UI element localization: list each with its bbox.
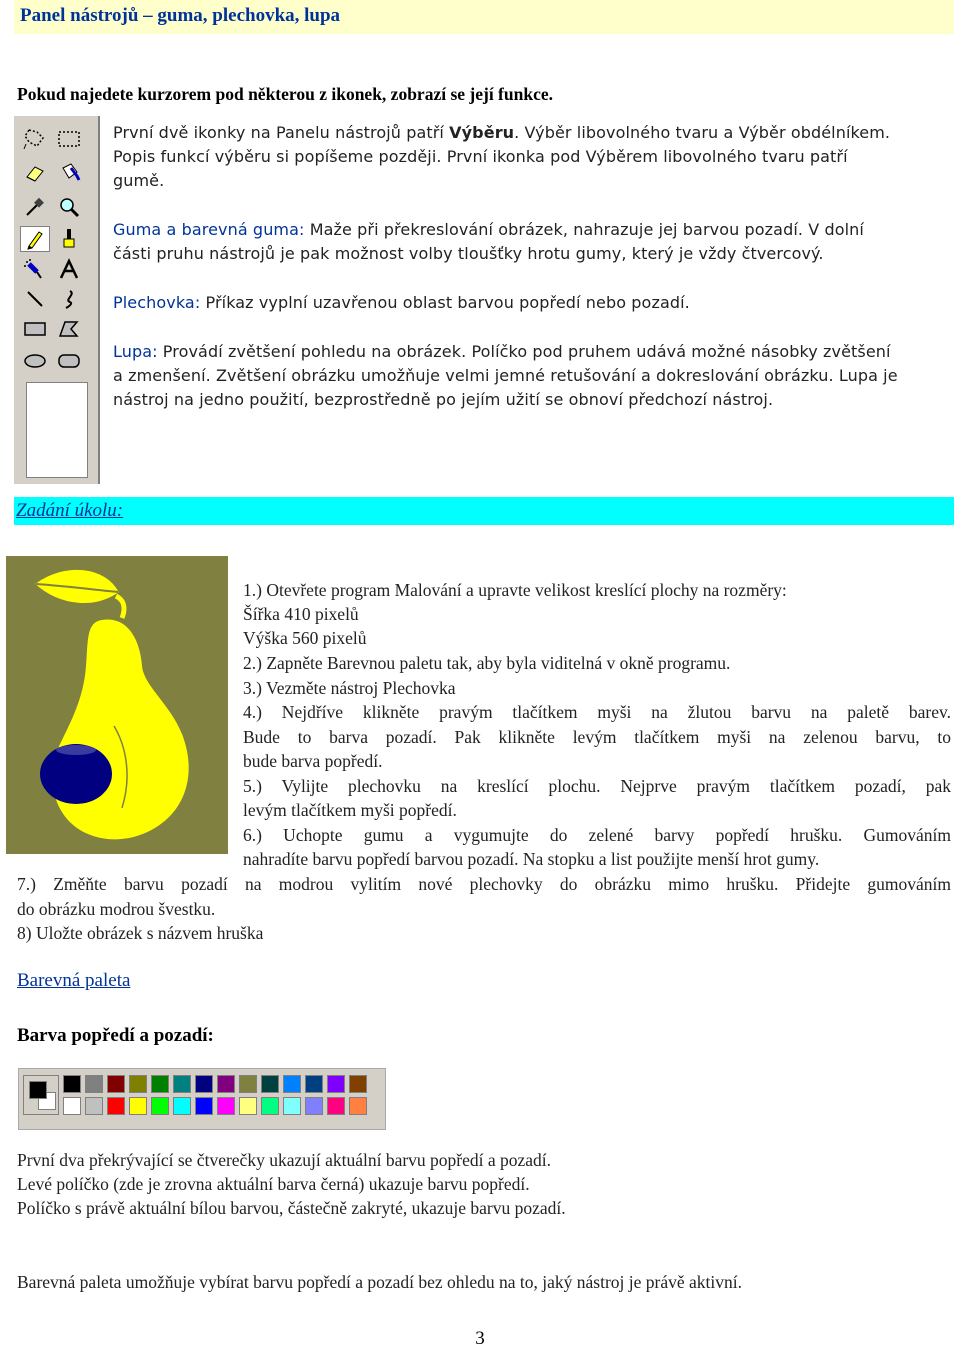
palette-swatch[interactable]	[305, 1075, 323, 1093]
palette-swatch[interactable]	[349, 1097, 367, 1115]
ellipse-icon	[20, 348, 50, 374]
pear-picture	[6, 556, 228, 854]
palette-swatch[interactable]	[107, 1075, 125, 1093]
magnifier-line3: nástroj na jedno použití, bezprostředně po jejím užití se obnoví předchozí nástroj.	[113, 390, 774, 409]
foreground-color-swatch	[29, 1081, 47, 1099]
task-1-width: Šířka 410 pixelů	[243, 604, 359, 624]
text-icon	[54, 256, 84, 282]
task-8: 8) Uložte obrázek s názvem hruška	[17, 923, 264, 943]
palette-swatch[interactable]	[151, 1075, 169, 1093]
palette-swatch[interactable]	[195, 1075, 213, 1093]
selection-line2: Popis funkcí výběru si popíšeme později. První ikonka pod Výběrem libovolného tvaru patří	[113, 147, 848, 166]
tool-options-box	[26, 382, 88, 478]
palette-swatch[interactable]	[63, 1075, 81, 1093]
eraser-label: Guma a barevná guma:	[113, 220, 305, 239]
task-5-line1: 5.) Vylijte plechovku na kreslící plochu. Nejprve pravým tlačítkem pozadí, pak	[243, 776, 951, 796]
rounded-rect-icon	[54, 348, 84, 374]
pencil-icon	[20, 226, 50, 252]
palette-swatch[interactable]	[305, 1097, 323, 1115]
color-palette-image	[18, 1068, 386, 1130]
selection-line3: gumě.	[113, 171, 165, 190]
section-heading-tools	[14, 0, 954, 34]
palette-note: Barevná paleta umožňuje vybírat barvu popředí a pozadí bez ohledu na to, jaký nástroj je právě aktivní.	[17, 1272, 743, 1292]
section-heading-task	[14, 497, 954, 525]
palette-swatch[interactable]	[283, 1075, 301, 1093]
palette-swatch[interactable]	[261, 1097, 279, 1115]
fill-label: Plechovka:	[113, 293, 201, 312]
palette-swatch[interactable]	[129, 1075, 147, 1093]
task-3: 3.) Vezměte nástroj Plechovka	[243, 678, 456, 698]
palette-swatch[interactable]	[151, 1097, 169, 1115]
task-1-height: Výška 560 pixelů	[243, 628, 367, 648]
palette-swatch[interactable]	[129, 1097, 147, 1115]
palette-swatch[interactable]	[85, 1097, 103, 1115]
eraser-line2: části pruhu nástrojů je pak možnost volby tloušťky hrotu gumy, který je vždy čtvercový.	[113, 244, 824, 263]
toolbox-image	[14, 116, 100, 484]
color-picker-icon	[20, 194, 50, 220]
curve-icon	[54, 286, 84, 312]
fill-line: Plechovka: Příkaz vyplní uzavřenou oblast barvou popředí nebo pozadí.	[113, 293, 690, 312]
fg-bg-heading: Barva popředí a pozadí:	[17, 1025, 214, 1046]
palette-swatch[interactable]	[261, 1075, 279, 1093]
palette-swatch[interactable]	[217, 1097, 235, 1115]
selection-line1: První dvě ikonky na Panelu nástrojů patří Výběru. Výběr libovolného tvaru a Výběr obdélníkem.	[113, 123, 891, 142]
palette-desc-1: První dva překrývající se čtverečky ukazují aktuální barvu popředí a pozadí.	[17, 1150, 552, 1170]
palette-desc-2: Levé políčko (zde je zrovna aktuální barva černá) ukazuje barvu popředí.	[17, 1174, 530, 1194]
task-6-line2: nahradíte barvu popředí barvou pozadí. Na stopku a list použijte menší hrot gumy.	[243, 849, 820, 869]
magnifier-icon	[54, 194, 84, 220]
task-1: 1.) Otevřete program Malování a upravte velikost kreslící plochy na rozměry:	[243, 580, 787, 600]
section-title: Panel nástrojů – guma, plechovka, lupa	[20, 5, 341, 26]
task-4-line2: Bude to barva pozadí. Pak klikněte levým tlačítkem myši na zelenou barvu, to	[243, 727, 951, 747]
current-colors-box	[23, 1075, 59, 1115]
magnifier-line2: a zmenšení. Zvětšení obrázku umožňuje velmi jemné retušování a dokreslování obrázku. Lupa je	[113, 366, 898, 385]
palette-swatch[interactable]	[63, 1097, 81, 1115]
palette-heading: Barevná paleta	[17, 970, 131, 991]
palette-desc-3: Políčko s právě aktuální bílou barvou, částečně zakryté, ukazuje barvu pozadí.	[17, 1198, 566, 1218]
airbrush-icon	[20, 256, 50, 282]
palette-swatch[interactable]	[283, 1097, 301, 1115]
task-7-line2: do obrázku modrou švestku.	[17, 899, 216, 919]
palette-swatch[interactable]	[349, 1075, 367, 1093]
polygon-icon	[54, 316, 84, 342]
palette-swatch[interactable]	[85, 1075, 103, 1093]
eraser-line1: Guma a barevná guma: Maže při překreslování obrázek, nahrazuje jej barvou pozadí. V dolní	[113, 220, 864, 239]
free-select-icon	[20, 126, 50, 152]
task-5-line2: levým tlačítkem myši popředí.	[243, 800, 457, 820]
section-title: Zadání úkolu:	[16, 500, 124, 521]
palette-swatch[interactable]	[173, 1097, 191, 1115]
task-2: 2.) Zapněte Barevnou paletu tak, aby byla viditelná v okně programu.	[243, 653, 731, 673]
palette-swatch[interactable]	[239, 1075, 257, 1093]
palette-swatch[interactable]	[327, 1097, 345, 1115]
palette-swatch[interactable]	[195, 1097, 213, 1115]
palette-swatch[interactable]	[239, 1097, 257, 1115]
task-6-line1: 6.) Uchopte gumu a vygumujte do zelené barvy popředí hrušku. Gumováním	[243, 825, 951, 845]
rectangle-icon	[20, 316, 50, 342]
magnifier-line1: Lupa: Provádí zvětšení pohledu na obrázek. Políčko pod pruhem udává možné násobky zvětšení	[113, 342, 891, 361]
brush-icon	[54, 226, 84, 252]
task-4-line3: bude barva popředí.	[243, 751, 383, 771]
fill-bucket-icon	[54, 160, 84, 186]
task-7-line1: 7.) Změňte barvu pozadí na modrou vylitím nové plechovky do obrázku mimo hrušku. Přidejte gumováním	[17, 874, 951, 894]
rect-select-icon	[54, 126, 84, 152]
palette-swatch[interactable]	[327, 1075, 345, 1093]
line-icon	[20, 286, 50, 312]
palette-swatch[interactable]	[217, 1075, 235, 1093]
page-number: 3	[475, 1328, 485, 1349]
palette-swatch[interactable]	[173, 1075, 191, 1093]
task-4-line1: 4.) Nejdříve klikněte pravým tlačítkem myši na žlutou barvu na paletě barev.	[243, 702, 951, 722]
magnifier-label: Lupa:	[113, 342, 158, 361]
intro-text: Pokud najedete kurzorem pod některou z ikonek, zobrazí se její funkce.	[17, 84, 553, 104]
palette-swatch[interactable]	[107, 1097, 125, 1115]
eraser-icon	[20, 160, 50, 186]
